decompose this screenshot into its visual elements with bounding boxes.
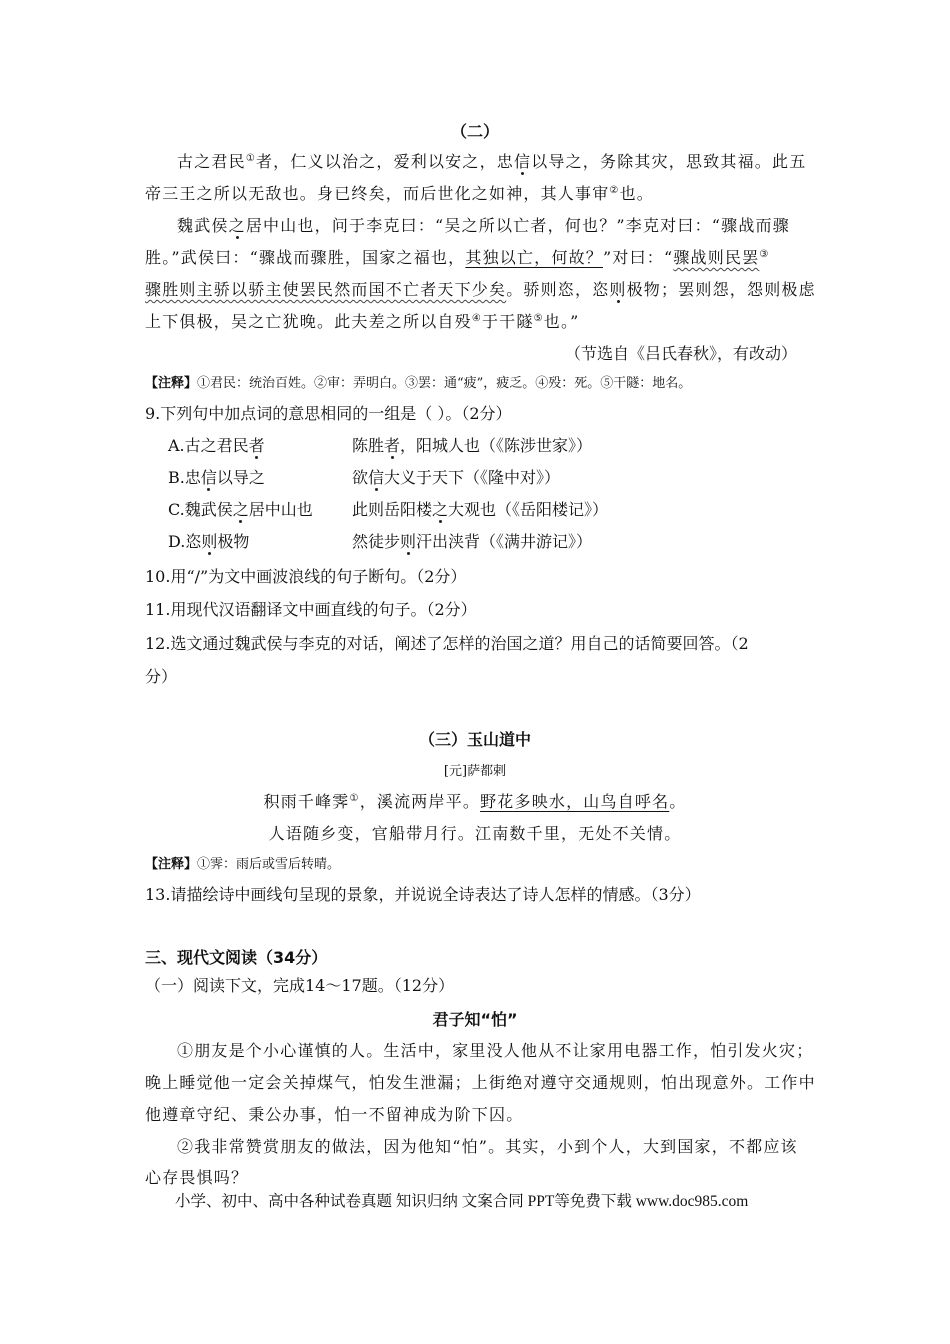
passage-line: 魏武侯之居中山也，问于李克曰：“吴之所以亡者，何也？”李克对曰：“骤战而骤 [177, 216, 790, 235]
question-12: 12.选文通过魏武侯与李克的对话，阐述了怎样的治国之道？用自己的话简要回答。（2 [145, 634, 749, 653]
underlined-poem-line: 野花多映水，山鸟自呼名 [480, 792, 670, 811]
section-heading: （二） [450, 122, 499, 141]
poem-line-2: 人语随乡变，官船带月行。江南数千里，无处不关情。 [268, 824, 682, 843]
article-line: ②我非常赞赏朋友的做法，因为他知“怕”。其实，小到个人，大到国家，不都应该 [177, 1137, 798, 1156]
passage-line: 古之君民①者，仁义以治之，爱利以安之，忠信以导之，务除其灾，思致其福。此五 [177, 152, 807, 171]
wavy-sentence: 骤战则民罢 [673, 248, 760, 267]
article-line: 心存畏惧吗？ [145, 1168, 249, 1187]
wavy-sentence: 骤胜则主骄以骄主使罢民然而国不亡者天下少矣 [145, 280, 507, 299]
dotted-char: 信 [514, 152, 532, 171]
annotation: 【注释】①君民：统治百姓。②审：弄明白。③罢：通“疲”，疲乏。④殁：死。⑤干隧：地名。 [145, 376, 692, 391]
poem-line-1: 积雨千峰霁①，溪流两岸平。野花多映水，山鸟自呼名。 [263, 792, 687, 811]
article-title: 君子知“怕” [432, 1010, 518, 1029]
option-d-right: 然徒步则汗出浃背（《满井游记》） [352, 532, 593, 551]
annotation: 【注释】①霁：雨后或雪后转晴。 [145, 857, 341, 872]
option-d-left: D.恣则极物 [168, 532, 250, 551]
passage-line: 胜。”武侯曰：“骤战而骤胜，国家之福也，其独以亡，何故？”对曰：“骤战则民罢③ [145, 248, 770, 267]
article-line: ①朋友是个小心谨慎的人。生活中，家里没人他从不让家用电器工作，怕引发火灾； [177, 1041, 814, 1060]
question-10: 10.用“/”为文中画波浪线的句子断句。（2分） [145, 567, 467, 586]
option-b-right: 欲信大义于天下（《隆中对》） [352, 468, 561, 487]
passage-line: 帝三王之所以无敌也。身已终矣，而后世化之如神，其人事审②也。 [145, 184, 654, 203]
dotted-char: 之 [228, 216, 246, 235]
passage-line: 骤胜则主骄以骄主使罢民然而国不亡者天下少矣。骄则恣，恣则极物；罢则怨，怨则极虑 [145, 280, 816, 299]
poem-title: （三）玉山道中 [418, 730, 531, 749]
option-c-right: 此则岳阳楼之大观也（《岳阳楼记》） [352, 500, 609, 519]
question-9: 9.下列句中加点词的意思相同的一组是（ ）。（2分） [145, 404, 512, 423]
option-c-left: C.魏武侯之居中山也 [168, 500, 313, 519]
sub-heading: （一）阅读下文，完成14～17题。（12分） [145, 976, 455, 995]
question-13: 13.请描绘诗中画线句呈现的景象，并说说全诗表达了诗人怎样的情感。（3分） [145, 885, 701, 904]
passage-line: 上下俱极，吴之亡犹晚。此夫差之所以自殁④于干隧⑤也。” [145, 312, 580, 331]
source-citation: （节选自《吕氏春秋》，有改动） [565, 344, 798, 363]
part-heading: 三、现代文阅读（34分） [145, 948, 328, 967]
footer-text: 小学、初中、高中各种试卷真题 知识归纳 文案合同 PPT等免费下载 www.doc985.com [175, 1193, 749, 1210]
option-b-left: B.忠信以导之 [168, 468, 265, 487]
article-line: 他遵章守纪、秉公办事，怕一不留神成为阶下囚。 [145, 1105, 524, 1124]
option-a-left: A.古之君民者 [168, 436, 265, 455]
underlined-sentence: 其独以亡，何故？ [465, 248, 603, 267]
option-a-right: 陈胜者，阳城人也（《陈涉世家》） [352, 436, 593, 455]
question-11: 11.用现代汉语翻译文中画直线的句子。（2分） [145, 600, 477, 619]
article-line: 晚上睡觉他一定会关掉煤气，怕发生泄漏；上街绝对遵守交通规则，怕出现意外。工作中 [145, 1073, 816, 1092]
dotted-char: 则 [609, 280, 627, 299]
question-12-cont: 分） [145, 667, 178, 686]
poem-author: [元]萨都剌 [443, 764, 507, 779]
